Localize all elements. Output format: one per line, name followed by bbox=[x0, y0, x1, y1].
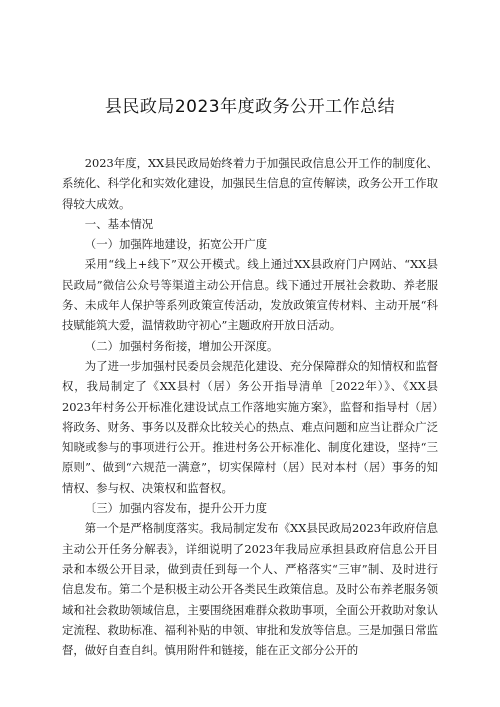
intro-paragraph: 2023年度，XX县民政局始终着力于加强民政信息公开工作的制度化、系统化、科学化和实效化建设，加强民生信息的宣传解读，政务公开工作取得较大成效。 bbox=[62, 156, 438, 211]
page-title: 县民政局2023年度政务公开工作总结 bbox=[104, 97, 396, 117]
subsection-body-3: 第一个是严格制度落实。我局制定发布《XX县民政局2023年政府信息主动公开任务分解表》，详细说明了2023年我局应承担县政府信息公开目录和本级公开目录，做到责任到每一个人、严格落实“三审”制、及时进行信息发布。第二个是积极主动公开各类民生政策信息。及时公布养老服务领域和社会救助领域信息，主要围绕困难群众救助事项，全面公开救助对象认定流程、救助标准、福利补贴的申领、审批和发放等信息。三是加强日常监督，做好自查自纠。慎用附件和链接，能在正文部分公开的 bbox=[62, 521, 438, 658]
subsection-body-2: 为了进一步加强村民委员会规范化建设、充分保障群众的知情权和监督权，我局制定了《XX县村（居）务公开指导清单［2022年）》、《XX县2023年村务公开标准化建设试点工作落地实施方案》，监督和指导村（居）将政务、财务、事务以及群众比较关心的热点、难点问题和应当让群众广泛知晓或参与的事项进行公开。推进村务公开标准化、制度化建设，坚持“三原则”、做到“六规范一满意”，切实保障村（居）民对本村（居）事务的知情权、参与权、决策权和监督权。 bbox=[62, 358, 438, 495]
subsection-body-1: 采用“线上+线下”双公开模式。线上通过XX县政府门户网站、“XX县民政局”微信公众号等渠道主动公开信息。线下通过开展社会救助、养老服务、未成年人保护等系列政策宣传活动，发放政策宣传材料、主动开展“科技赋能筑大爱，温情救助守初心”主题政府开放日活动。 bbox=[62, 257, 438, 333]
subsection-heading-1: （一）加强阵地建设，拓宽公开广度 bbox=[84, 237, 268, 252]
subsection-heading-3: 〔三）加强内容发布，提升公开力度 bbox=[84, 501, 268, 516]
subsection-heading-2: （二）加强村务衔接，增加公开深度。 bbox=[84, 338, 279, 353]
section-heading-basic: 一、基本情况 bbox=[84, 216, 154, 231]
document-body bbox=[62, 153, 438, 660]
